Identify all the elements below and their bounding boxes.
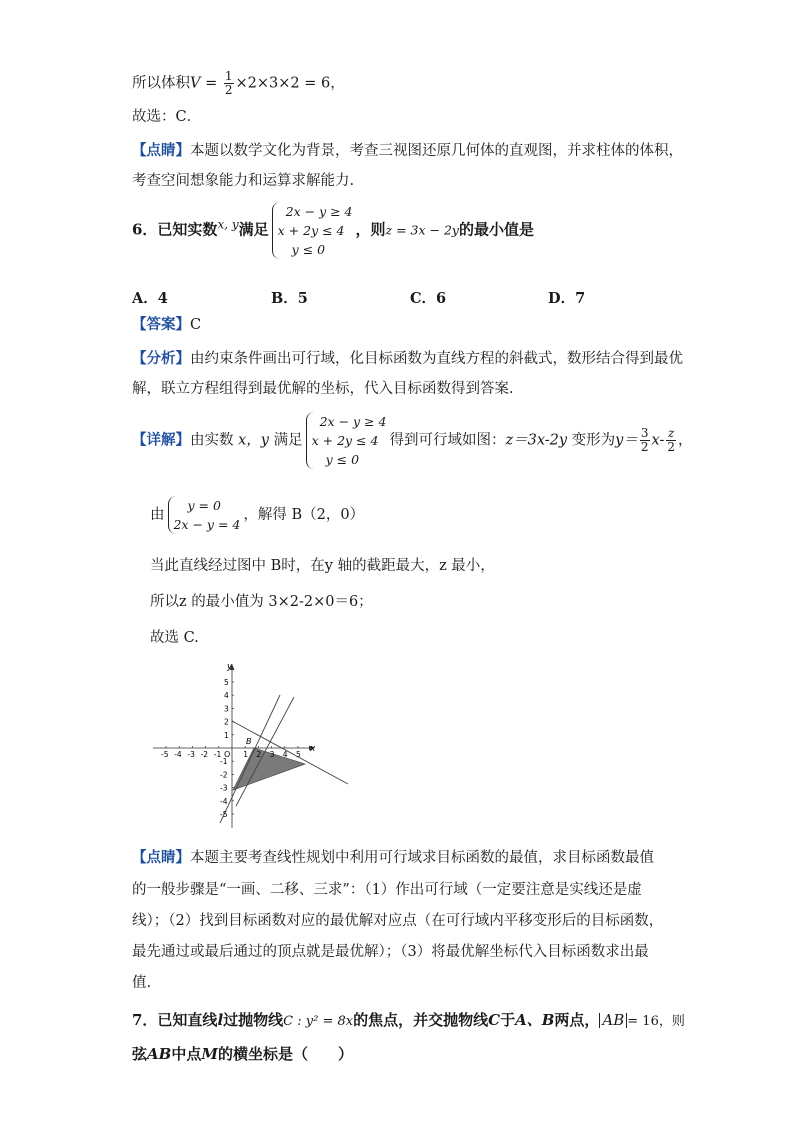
option-b: B．5 [271,290,308,307]
q7-mid3: 于 [500,1011,516,1029]
note-text: 本题以数学文化为背景，考查三视图还原几何体的直观图，并求柱体的体积， [190,143,683,159]
x-tick-label: -1 [213,750,222,759]
y-tick-label: 3 [224,704,229,714]
q6-post2: 的最小值是 [458,220,534,239]
final-note-3: 线）；（2）找到目标函数对应的最优解对应点（在可行域内平移变形后的目标函数， [132,913,664,929]
q7-l2ab: AB [147,1045,172,1063]
final-note-2: 的一般步骤是“一画、二移、三求”：（1）作出可行域（一定要注意是实线还是虚 [132,882,642,898]
frac-num: 3 [640,426,649,440]
q6-ineq-1: 2x − y ≥ 4 [285,204,353,219]
option-d: D．7 [548,290,586,307]
q7-mid2: 的焦点，并交抛物线 [353,1011,489,1029]
x-tick-label: -4 [174,750,182,759]
origin-label: O [224,750,231,759]
detail-t2: 满足 [273,432,303,449]
final-note-1 [132,848,654,868]
y-tick-label: -4 [220,796,228,806]
volume-var: V [190,75,201,92]
solve-line [150,496,364,534]
x-tick-label: -2 [200,750,209,759]
y-tick-label: -3 [220,783,228,793]
y-tick-label: 4 [224,691,229,701]
detail-xm: x- [651,432,665,449]
solve-post: ，解得 B（2，0） [243,507,365,523]
x-tick-label: 5 [296,750,301,759]
analysis-tag: 【分析】 [132,350,190,367]
analysis-line-1 [132,349,683,369]
frac-den: 2 [667,440,675,454]
analysis-text: 由约束条件画出可行域，化目标函数为直线方程的斜截式，数形结合得到最优 [190,351,683,367]
solve-pre: 由 [150,507,165,523]
x-tick-label: 3 [269,750,275,759]
y-tick-label: 5 [224,678,229,687]
q7-pre: 7．已知直线 [132,1011,218,1029]
question-7 [132,1010,685,1032]
frac-num: z [668,426,675,440]
detail-t4: 变形为 [571,432,616,449]
option-c: C．6 [410,290,447,307]
final-note-text: 本题主要考查线性规划中利用可行域求目标函数的最值，求目标函数最值 [190,850,654,866]
q6-vars: x, y [217,217,239,232]
note-tag: 【点睛】 [132,142,190,159]
frac-den: 2 [640,440,649,454]
q7-l2c: 的横坐标是（ ） [217,1045,353,1063]
y-tick-label: -2 [220,770,228,780]
step-3: 故选 C. [150,630,199,646]
y-tick-label: 1 [224,730,229,740]
q7-parabola: C : y² = 8x [283,1014,354,1029]
detail-end: ， [677,432,693,449]
q7-abs: AB [599,1013,627,1028]
final-note-4: 最先通过或最后通过的顶点就是最优解）；（3）将最优解坐标代入目标函数求出最 [132,944,649,960]
detail-line [132,412,692,469]
q7-c: C [488,1011,501,1029]
x-tick-label: 1 [243,750,248,759]
q7-l2m: M [201,1045,218,1063]
detail-vars: x，y [238,432,269,449]
solve-system [168,496,241,534]
note-line-2: 考查空间想象能力和运算求解能力. [132,173,355,189]
detail-y: y＝ [615,432,638,449]
x-tick-label: -5 [161,750,169,759]
frac-num: 1 [224,69,233,83]
q6-system [272,202,353,259]
q7-ab: A、B [515,1011,555,1029]
axis-ticks [161,678,301,819]
solve-eq-1: y = 0 [187,498,221,513]
detail-tag: 【详解】 [132,431,190,449]
note-line-1 [132,141,683,161]
answer-line [132,315,201,335]
detail-expr: z＝3x-2y [505,432,568,449]
q7-l2b: 中点 [171,1045,202,1063]
equals: = [200,75,222,92]
point-b-label: B [246,737,252,746]
step-2: 所以z 的最小值为 3×2-2×0＝6； [150,594,373,610]
q6-post1: ，则 [355,220,386,239]
y-tick-label: 2 [224,717,229,727]
y-axis-label: y [227,662,233,672]
solve-eq-2: 2x − y = 4 [173,517,241,532]
detail-ineq-3: y ≤ 0 [325,452,360,467]
x-tick-label: -3 [187,750,195,759]
answer-tag: 【答案】 [132,316,190,333]
q6-prefix: 6．已知实数 [132,220,218,239]
detail-ineq-2: x + 2y ≤ 4 [311,433,379,448]
y-tick-label: -1 [220,757,228,767]
x-tick-label: 2 [256,750,262,759]
detail-system [306,412,387,469]
final-note-5: 值. [132,975,152,991]
q6-ineq-3: y ≤ 0 [291,242,326,257]
option-a: A．4 [132,290,168,307]
answer-text: C [190,317,202,333]
volume-line [132,70,345,97]
step-1: 当此直线经过图中 B时，在y 轴的截距最大，z 最小， [150,558,495,574]
feasible-region-graph [148,658,368,833]
detail-frac-2 [666,427,676,454]
q7-mid4: 两点， [554,1011,600,1029]
analysis-line-2: 解，联立方程组得到最优解的坐标，代入目标函数得到答案. [132,381,514,397]
half-fraction [224,70,234,97]
q7-l2a: 弦 [132,1045,148,1063]
q7-mid5: = 16，则 [627,1014,685,1029]
detail-frac-1 [640,427,650,454]
q7-mid1: 过抛物线 [223,1011,284,1029]
volume-calc: ×2×3×2 = 6， [235,75,345,92]
detail-t3: 得到可行域如图： [389,432,506,449]
q6-mid: 满足 [238,220,269,239]
frac-den: 2 [224,83,233,97]
q6-expr: z = 3x − 2y [385,222,459,238]
q7-l: l [217,1011,224,1029]
final-note-tag: 【点睛】 [132,849,190,866]
x-axis-label: x [310,744,316,754]
y-tick-label: -5 [220,810,228,819]
choice-c-line: 故选：C． [132,109,202,125]
detail-t1: 由实数 [190,432,234,449]
detail-ineq-1: 2x − y ≥ 4 [319,414,387,429]
q6-ineq-2: x + 2y ≤ 4 [277,223,345,238]
question-7-line-2 [132,1044,353,1064]
volume-text: 所以体积 [132,75,190,92]
x-tick-label: 4 [282,750,288,759]
question-6 [132,202,534,259]
